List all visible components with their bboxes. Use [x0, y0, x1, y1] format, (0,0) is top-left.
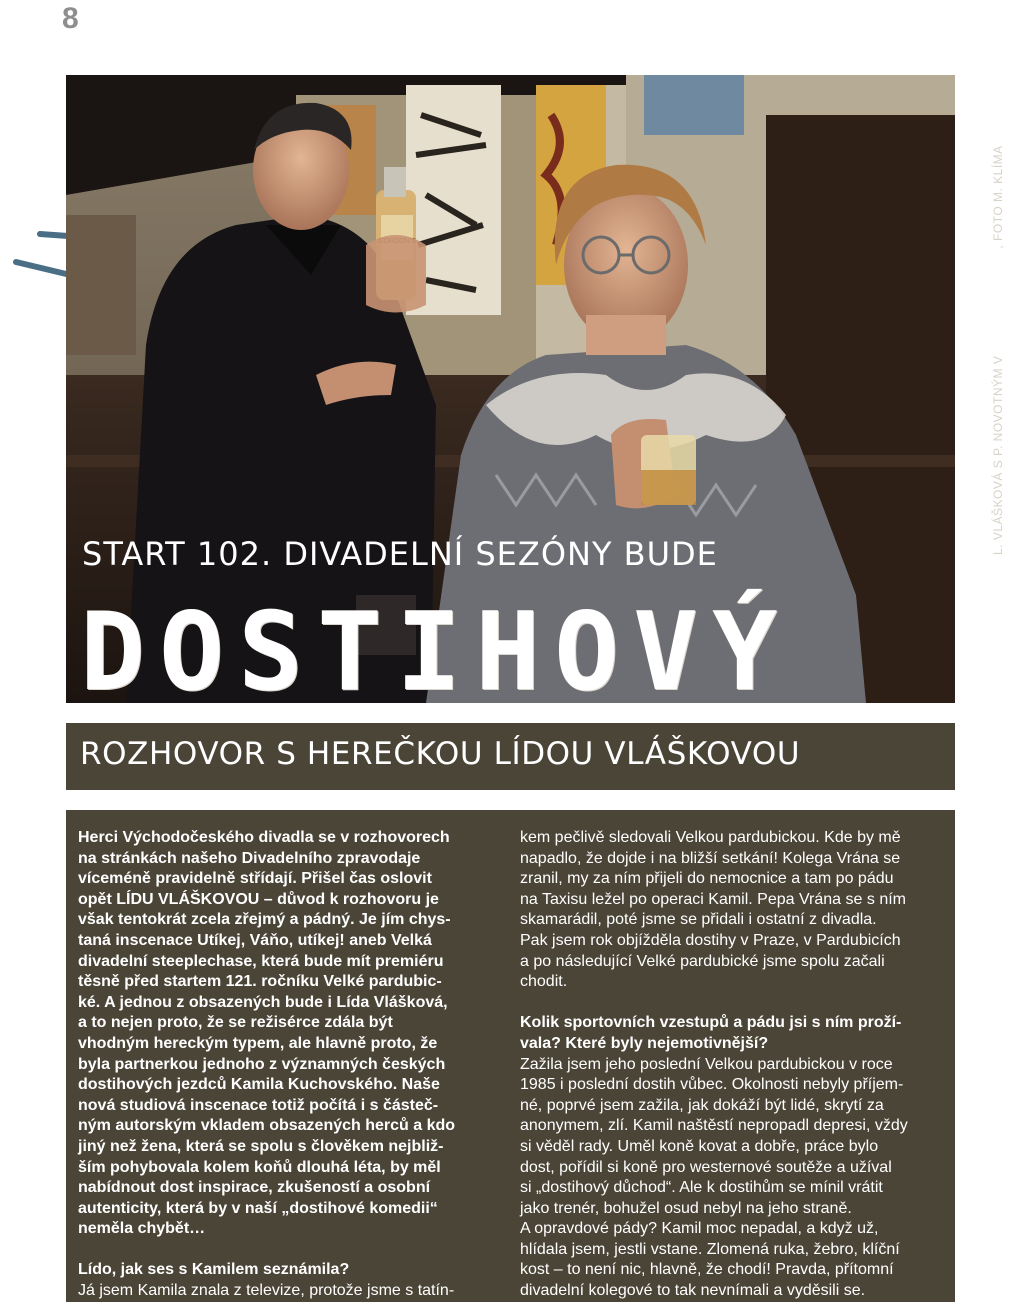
photo-credit-prefix: L. VLÁŠKOVÁ S P. NOVOTNÝM V [991, 351, 1005, 555]
answer-1-start: Já jsem Kamila znala z televize, protože jsme s tatín- [78, 1282, 455, 1300]
photo-credit-suffix: , FOTO M. KLÍMA [991, 145, 1005, 249]
article-column-right [520, 828, 945, 1302]
question-2: Kolik sportovních vzestupů a pádu jsi s ním proží- vala? Které byly nejemotivnější? [520, 1014, 902, 1052]
photo-credit-play-title: ČERNÉ KOMEDII [991, 248, 1005, 352]
page-number: 8 [62, 2, 79, 35]
photo-credit [991, 145, 1017, 555]
subheadline-band [66, 723, 955, 790]
answer-1-continued: kem pečlivě sledovali Velkou pardubickou. Kde by mě napadlo, že dojde i na bližší setkání! Kolega Vrána se zranil, my za ním přijeli do nemocnice a tam po pádu na Taxisu ležel po operaci Kamil. Pepa Vrána se s ním skamarádil, poté jsme se přidali i ostatní z divadla. Pak jsem rok objížděla dostihy v Praze, v Pardubicích a po následující Velké pardubické jsme spolu začali chodit. [520, 829, 906, 991]
question-1: Lído, jak ses s Kamilem seznámila? [78, 1261, 350, 1279]
answer-2: Zažila jsem jeho poslední Velkou pardubickou v roce 1985 i poslední dostih vůbec. Okolnosti nebyly příjem- né, poprvé jsem zažila, jak dokáží být lidé, skrytí za anonymem, zlí. Kamil naštěstí nepropadl depresi, vždy si věděl rady. Uměl koně kovat a dobře, práce bylo dost, pořídil si koně pro westernové soutěže a užíval si „dostihový důchod“. Ale k dostihům se mínil vrátit jako trenér, bohužel osud nebyl na jeho straně. A opravdové pády? Kamil moc nepadal, a když už, hlídala jsem, jestli vstane. Zlomená ruka, žebro, klíční kost – to není nic, hlavně, že chodí! Pravda, přítomní divadelní kolegové to tak nevnímali a vyděsili se. [520, 1055, 908, 1300]
headline-title: DOSTIHOVÝ [80, 590, 792, 715]
article-column-left [78, 828, 499, 1302]
headline-kicker: START 102. DIVADELNÍ SEZÓNY BUDE [82, 535, 718, 573]
subheadline: ROZHOVOR S HEREČKOU LÍDOU VLÁŠKOVOU [80, 736, 801, 772]
article-body [66, 810, 955, 1302]
article-lead: Herci Východočeského divadla se v rozhovorech na stránkách našeho Divadelního zpravodaje víceméně pravidelně střídají. Přišel čas oslovit opět LÍDU VLÁŠKOVOU – důvod k rozhovoru je však tentokrát zcela zřejmý a pádný. Je jím chys- taná inscenace Utíkej, Váňo, utíkej! aneb Velká divadelní steeplechase, která bude mít premiéru těsně před startem 121. ročníku Velké pardubic- ké. A jednou z obsazených bude i Lída Vlášková, a to nejen proto, že se režisérce zdála být vhodným hereckým typem, ale hlavně proto, že byla partnerkou jednoho z významných českých dostihových jezdců Kamila Kuchovského. Naše nová studiová inscenace totiž počítá i s částeč- ným autorským vkladem obsazených herců a kdo jiný než žena, která se spolu s člověkem nejbliž- ším pohybovala kolem koňů dlouhá léta, by měl nabídnout dost inspirace, zkušeností a osobní autenticity, která by v naší „dostihové komedii“ neměla chybět… [78, 829, 456, 1238]
